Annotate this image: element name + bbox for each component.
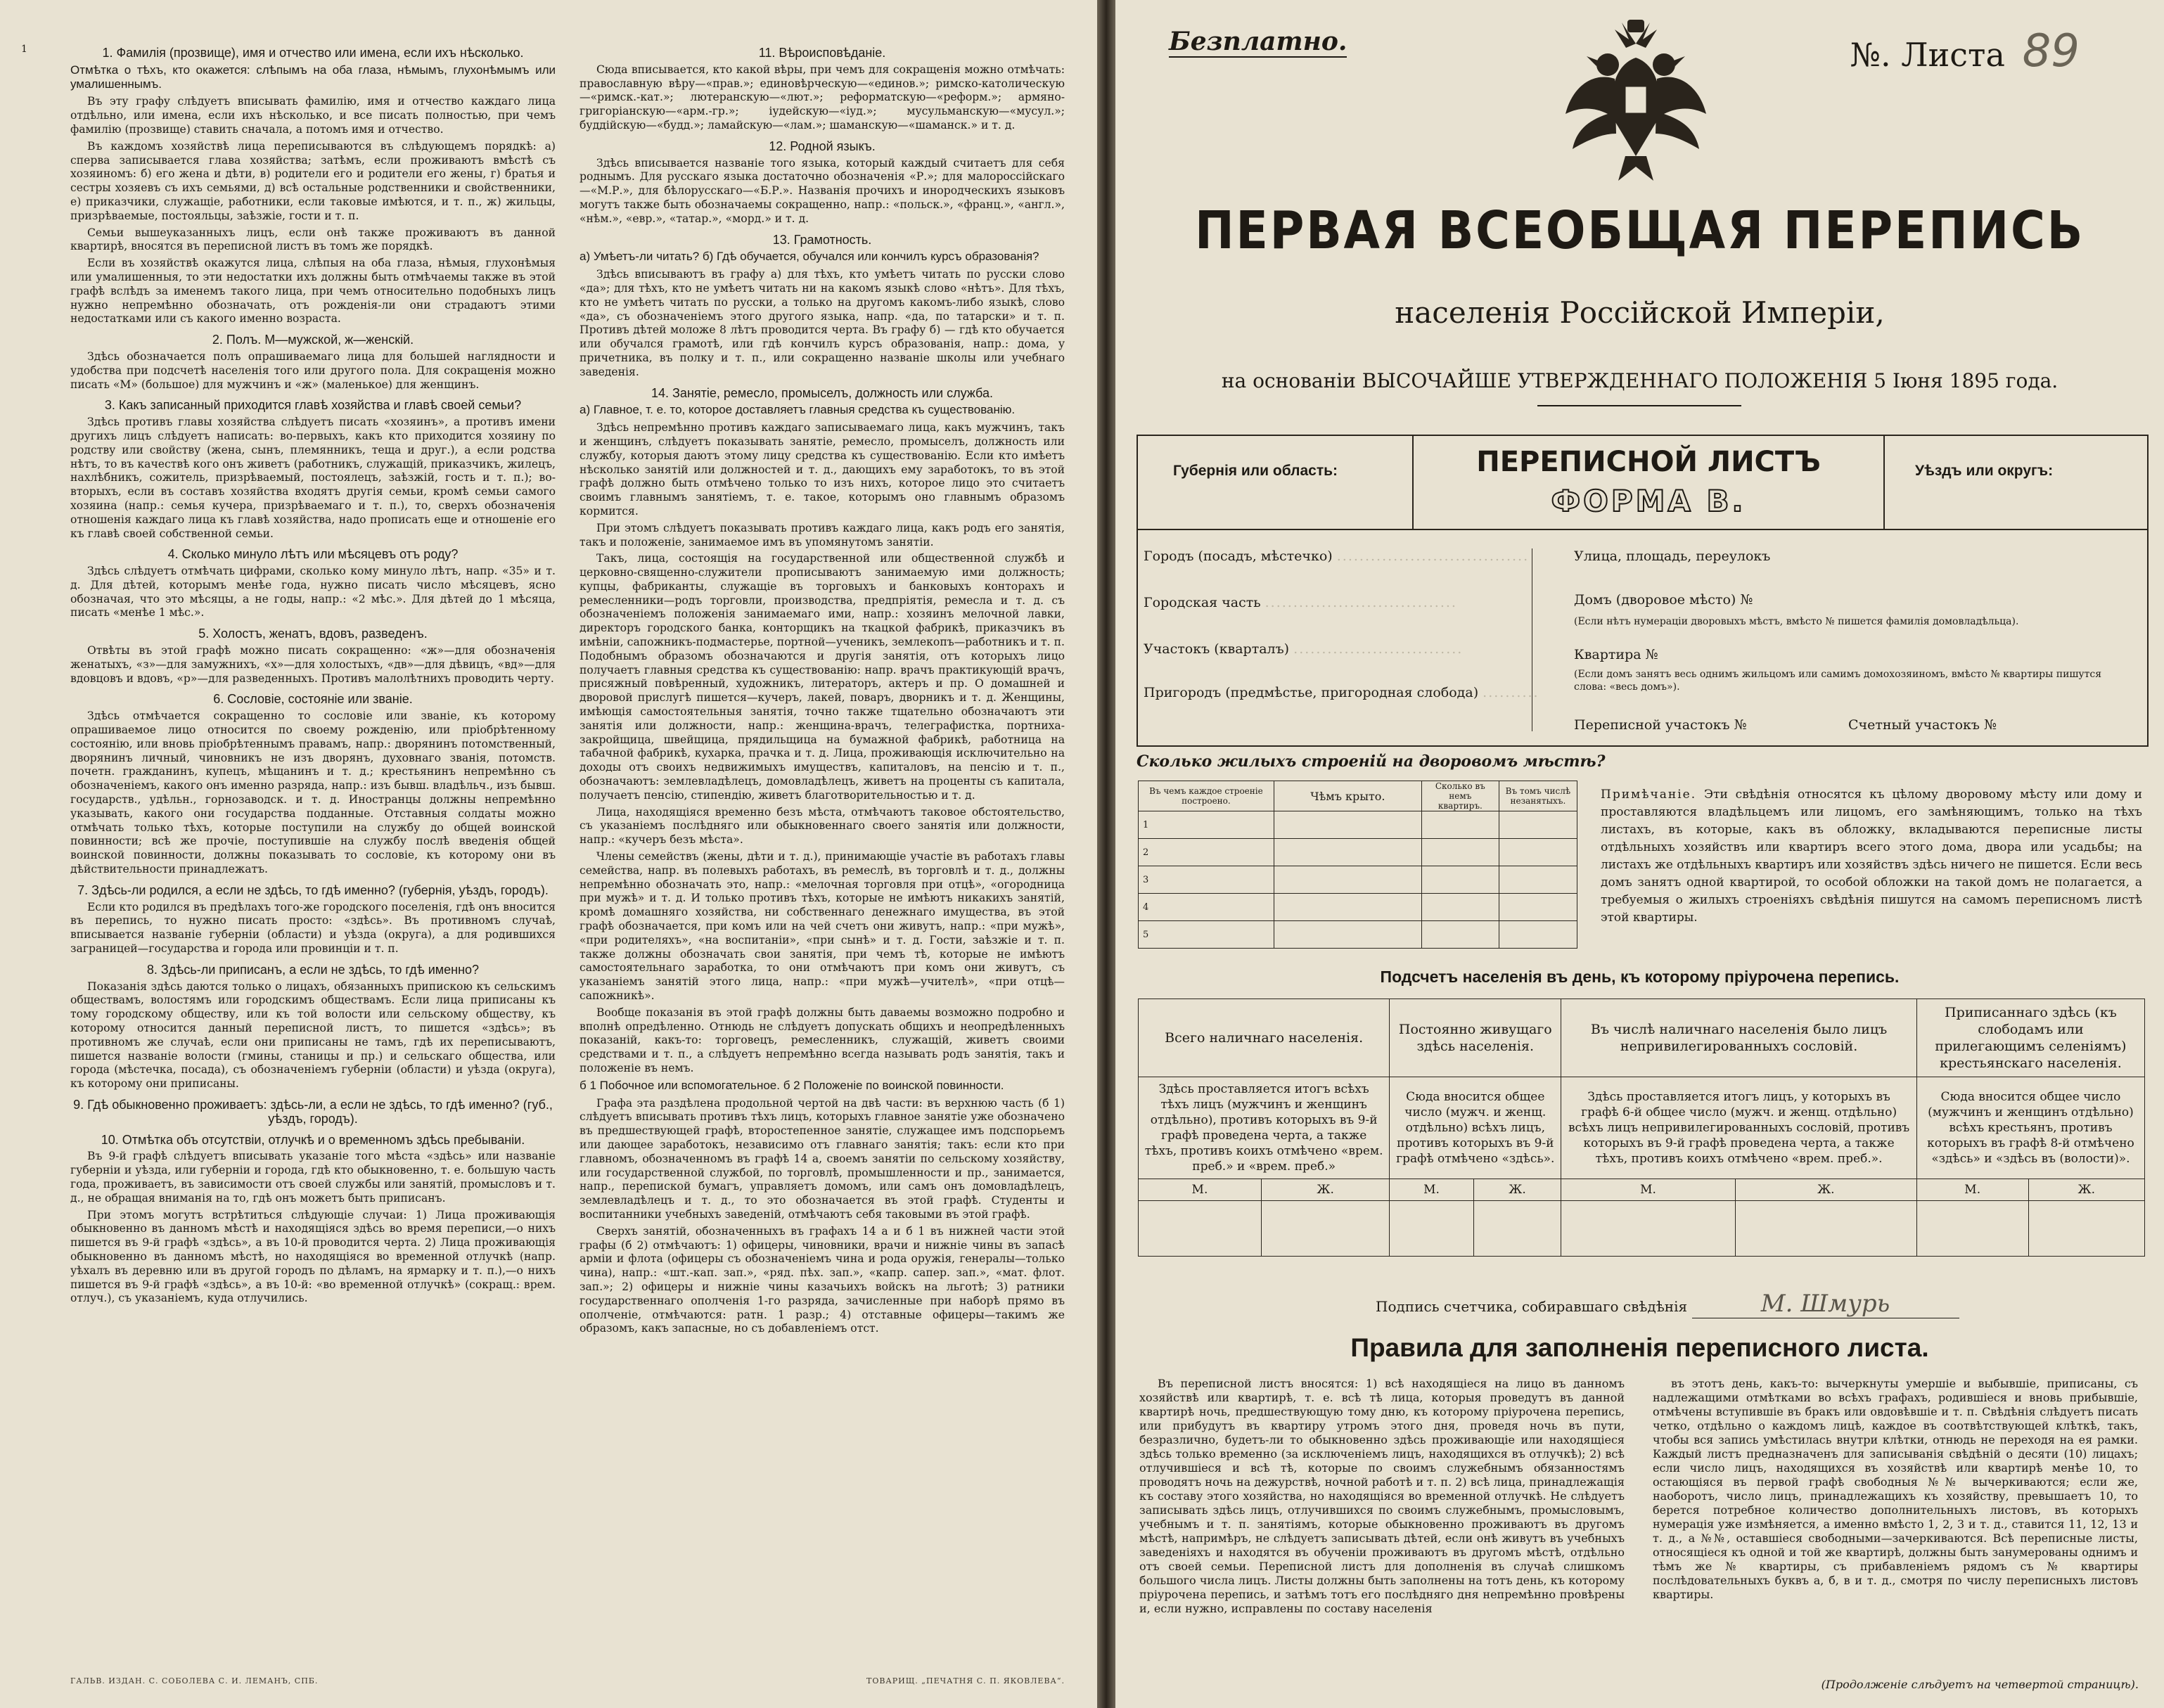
section-heading: 1. Фамилія (прозвище), имя и отчество или имена, если ихъ нѣсколько.: [102, 46, 524, 60]
section-heading: 6. Сословіе, состояніе или званіе.: [213, 692, 413, 707]
instruction-paragraph: Здѣсь вписывается названіе того языка, который каждый считаетъ для себя роднымъ. Для русскаго языка достаточно обозначенія «Р.»; для малороссійскаго—«М.Р.», для бѣлорусскаго—«Б.Р.». Названія прочихъ и инородческихъ языковъ могутъ также быть обозначаемы сокращенно, напр.: «польск.», «франц.», «англ.», «нѣм.», «евр.», «татар.», «морд.» и т. д.: [580, 156, 1065, 225]
instruction-paragraph: Здѣсь противъ главы хозяйства слѣдуетъ писать «хозяинъ», а противъ имени другихъ лицъ слѣдуетъ написать: во-первыхъ, какъ кто приходится хозяину по родству или свойству (жена, сынъ, племянникъ, теща и друг.), а если родства нѣтъ, то въ качествѣ кого онъ живетъ (работникъ, служащій, приказчикъ, жилецъ, нахлѣбникъ, сожитель, призрѣваемый, постоялецъ, заѣзжій, гость и т. п.); во-вторыхъ, если въ составъ хозяйства входятъ другія семьи, кромѣ семьи самого хозяина (напр.: семья кучера, призрѣваемаго и т. п.), то, сверхъ обозначенія отношенія каждаго лица къ главѣ хозяйства, надо прописать еще и отношеніе его къ главѣ своей собственной семьи.: [70, 416, 556, 540]
instruction-paragraph: При этомъ слѣдуетъ показывать противъ каждаго лица, какъ родъ его занятія, такъ и положеніе, занимаемое имъ въ упомянутомъ занятіи.: [580, 521, 1065, 548]
town-field: Городъ (посадъ, мѣстечко) ..................................: [1144, 548, 1530, 564]
instruction-paragraph: При этомъ могутъ встрѣтиться слѣдующіе случаи: 1) Лица проживающія обыкновенно въ данномъ мѣстѣ и находящіяся здѣсь во время переписи,—о нихъ пишется въ 9-й графѣ «здѣсь», а въ 10-й проводится черта. 2) Лица проживающія обыкновенно въ данномъ мѣстѣ, но находящіяся во временной отлучкѣ (напр. уѣхалъ въ деревню или въ другой городъ по дѣламъ, на ярмарку и т. п.),—о нихъ пишется въ 9-й графѣ «здѣсь», а въ 10-й: «во временной отлучкѣ» (сокращ.: врем. отлуч.), съ указаніемъ, куда отлучились.: [70, 1208, 556, 1305]
form-title: ПЕРЕПИСНОЙ ЛИСТЪ: [1476, 446, 1821, 478]
printer-footer: [70, 1676, 1065, 1685]
instruction-paragraph: Здѣсь вписываютъ въ графу а) для тѣхъ, кто умѣетъ читать по русски слово «да»; для тѣхъ, кто не умѣетъ читать ни на какомъ языкѣ слово «нѣтъ». Для тѣхъ, кто не умѣетъ читать по русски, а только на другомъ какомъ-либо языкѣ, слово «да», съ обозначеніемъ этого другого языка, напр. «да, по татарски» и т. п. Противъ дѣтей моложе 8 лѣтъ проводится черта. Въ графу б) — гдѣ кто обучается или обучался грамотѣ, или гдѣ кончилъ курсъ образованія, напр.: дома, у причетника, въ полку и т. п., или сокращенно названіе школы или учебнаго заведенія.: [580, 268, 1065, 378]
table-row: 2: [1139, 839, 1577, 866]
instruction-paragraph: Здѣсь отмѣчается сокращенно то сословіе или званіе, къ которому опрашиваемое лицо относится по своему рожденію, или пріобрѣтенному состоянію, или вновь пріобрѣтеннымъ правамъ, напр.: дворянинъ потомственный, дворянинъ личный, чиновникъ не изъ дворянъ, духовнаго званія, потомств. почетн. гражданинъ, купецъ, мѣщанинъ и т. д.; крестьянинъ непремѣнно съ обозначеніемъ, какого онъ именно разряда, напр.: изъ бывш. владѣльч., изъ бывш. государств., удѣльн., горнозаводск. и т. д. Иностранцы должны непремѣнно указывать, какого они государства подданные. Отставныя солдаты можно отмѣчать только тѣхъ, которые поступили на службу до общей воинской повинности; всѣ же прочіе, поступившіе на службу послѣ введенія общей воинской повинности, должны показывать то сословіе, къ которому они въ дѣйствительности принадлежатъ.: [70, 709, 556, 876]
margin-mark: 1: [21, 44, 27, 55]
city-part-field: Городская часть ..................................: [1144, 595, 1457, 610]
population-mf-row: М. Ж. М. Ж. М. Ж. М. Ж.: [1139, 1179, 2145, 1201]
note-label: Примѣчаніе.: [1601, 788, 1697, 802]
instruction-paragraph: Здѣсь обозначается полъ опрашиваемаго лица для большей наглядности и удобства при подсчетѣ населенія того или другого пола. Для сокращенія можно писать «М» (большое) для мужчинъ и «ж» (маленькое) для женщинъ.: [70, 349, 556, 391]
footer-left: ГАЛЬВ. ИЗДАН. С. СОБОЛЕВА С. И. ЛЕМАНЪ, СПБ.: [70, 1676, 319, 1685]
instruction-paragraph: Здѣсь непремѣнно противъ каждаго записываемаго лица, какъ мужчинъ, такъ и женщинъ, слѣдуетъ показывать занятіе, ремесло, промыселъ, должность или службу, которыя даютъ этому лицу средства къ существованію. Если кто имѣетъ нѣсколько занятій или должностей и т. д., дающихъ ему заработокъ, то въ этой графѣ должно быть отмѣчено только то изъ нихъ, которое лицо это считаетъ своимъ главнымъ занятіемъ, т. е. такое, которымъ оно главнымъ образомъ кормится.: [580, 421, 1065, 518]
sheet-number-handwritten: 89: [2022, 25, 2080, 77]
section-subheading: а) Главное, т. е. то, которое доставляетъ главныя средства къ существованію.: [580, 403, 1016, 417]
right-page-census-form: [1115, 0, 2164, 1708]
population-values-row: [1139, 1201, 2145, 1257]
house-field: Домъ (дворовое мѣсто) №: [1574, 592, 1753, 608]
instruction-paragraph: Вообще показанія въ этой графѣ должны быть даваемы возможно подробно и вполнѣ опредѣленно. Отнюдь не слѣдуетъ допускать общихъ и неопредѣленныхъ показаній, какъ-то: торговецъ, ремесленникъ, служащій, живетъ своими средствами и т. п., а слѣдуетъ непремѣнно всегда называть родъ занятія, такъ и положеніе въ немъ.: [580, 1006, 1065, 1074]
precinct-field: Участокъ (кварталъ) ..............................: [1144, 641, 1464, 657]
address-box: [1137, 527, 2149, 747]
form-letter: ФОРМА В.: [1551, 484, 1746, 518]
legal-basis: на основаніи ВЫСОЧАЙШЕ УТВЕРЖДЕННАГО ПОЛОЖЕНІЯ 5 Іюня 1895 года.: [1221, 369, 2059, 392]
uezd-label: Уѣздъ или округъ:: [1915, 463, 2054, 479]
rules-column-2: въ этотъ день, какъ-то: вычеркнуты умершіе и выбывшіе, приписаны, съ надлежащими отмѣтками во всѣхъ графахъ, родившіеся и вновь прибывшіе, отмѣчены вступившіе въ бракъ или овдовѣвшіе и т. п. Свѣдѣнія слѣдуетъ писать четко, отдѣльно о каждомъ лицѣ, каждое въ соотвѣтствующей клѣткѣ, такъ, чтобы вся запись умѣстилась внутри клѣтки, отнюдь не переходя на ея рамки. Каждый листъ предназначенъ для записыванія свѣдѣній о десяти (10) лицахъ; если число лицъ, находящихся въ хозяйствѣ или квартирѣ менѣе 10, то остающіяся въ первой графѣ свободныя №№ вычеркиваются; если же, наоборотъ, число лицъ, принадлежащихъ къ хозяйству, превышаетъ 10, то берется потребное количество дополнительныхъ листовъ, въ которыхъ нумерація уже измѣняется, а именно вмѣсто 1, 2, 3 и т. д., ставится 11, 12, 13 и т. д., а №№, оставшіеся свободными—зачеркиваются. Всѣ переписные листы, относящіеся къ одной и той же квартирѣ, должны быть занумерованы однимъ и тѣмъ же № квартиры, съ прибавленіемъ рядомъ съ № квартиры послѣдовательныхъ буквъ а, б, в и т. д., смотря по числу переписныхъ листовъ квартиры.: [1653, 1377, 2138, 1601]
structures-table: [1138, 781, 1577, 949]
census-district-field: Переписной участокъ №: [1574, 717, 1747, 733]
instruction-paragraph: Члены семействъ (жены, дѣти и т. д.), принимающіе участіе въ работахъ главы семейства, напр. въ полевыхъ работахъ, въ ремеслѣ, въ торговлѣ и т. д., должны непремѣнно обозначать это, напр.: «мелочная торговля при отцѣ», «огородница при мужѣ» и т. д. И только противъ тѣхъ, которые не имѣютъ никакихъ занятій, кромѣ домашняго хозяйства, ни собственнаго денежнаго имущества, въ этой графѣ обозначается, при комъ или на чей счетъ они живутъ, напр.: «при мужѣ», «при родителяхъ», «на воспитаніи», «при сынѣ» и т. д. Гости, заѣзжіе и т. п. также должны обозначать свои занятія, при чемъ тѣ, которые не имѣютъ самостоятельнаго заработка, то они отмѣчаютъ при комъ они живутъ, съ указаніемъ занятій этого лица, напр.: «при мужѣ—учителѣ», «при отцѣ—сапожникѣ».: [580, 850, 1065, 1002]
instructions-column-2: [580, 39, 1065, 1657]
structures-table-header: Въ чемъ каждое строеніе построено. Чѣмъ крыто. Сколько въ немъ квартиръ. Въ томъ числѣ незанятыхъ.: [1139, 781, 1577, 811]
street-field: Улица, площадь, переулокъ: [1574, 548, 1771, 564]
section-heading: 10. Отмѣтка объ отсутствіи, отлучкѣ и о временномъ здѣсь пребываніи.: [101, 1132, 525, 1147]
structures-question: Сколько жилыхъ строеній на дворовомъ мѣстѣ?: [1137, 752, 1606, 771]
instruction-paragraph: Отвѣты въ этой графѣ можно писать сокращенно: «ж»—для обозначенія женатыхъ, «з»—для замужнихъ, «х»—для холостыхъ, «дв»—для дѣвицъ, «вд»—для вдовцовъ и вдовъ, «р»—для разведенныхъ. Противъ малолѣтнихъ проводить черту.: [70, 644, 556, 685]
header-divider-right: [1883, 436, 1885, 529]
section-heading: 8. Здѣсь-ли приписанъ, а если не здѣсь, то гдѣ именно?: [146, 962, 480, 977]
double-headed-eagle-emblem: [1558, 15, 1713, 184]
house-note: (Если нѣтъ нумераціи дворовыхъ мѣстъ, вмѣсто № пишется фамилія домовладѣльца).: [1574, 616, 2019, 627]
population-count-title: Подсчетъ населенія въ день, къ которому пріурочена перепись.: [1380, 968, 1900, 986]
population-explanation-row: Здѣсь проставляется итогъ всѣхъ тѣхъ лицъ (мужчинъ и женщинъ отдѣльно), противъ которыхъ въ 9-й графѣ проведена черта, а также тѣхъ, противъ коихъ отмѣчено «врем. преб.» и «врем. преб.» Сюда вносится общее число (мужч. и женщ. отдѣльно) всѣхъ лицъ, противъ которыхъ въ 9-й графѣ отмѣчено «здѣсь». Здѣсь проставляется итогъ лицъ, у которыхъ въ графѣ 6-й общее число (мужч. и женщ. отдѣльно) всѣхъ лицъ непривилегированныхъ сословій, противъ которыхъ въ 9-й графѣ проведена черта, а также тѣхъ, противъ коихъ отмѣчено «врем. преб.». Сюда вносится общее число (мужчинъ и женщинъ отдѣльно) всѣхъ крестьянъ, противъ которыхъ въ графѣ 8-й отмѣчено «здѣсь» и «здѣсь въ (волости)».: [1139, 1077, 2145, 1179]
form-header-box: [1137, 435, 2149, 530]
apartment-note: (Если домъ занятъ весь однимъ жильцомъ или самимъ домохозяиномъ, вмѣсто № квартиры пишутся слова: «весь домъ»).: [1574, 669, 2102, 693]
instruction-paragraph: Графа эта раздѣлена продольной чертой на двѣ части: въ верхнюю часть (б 1) слѣдуетъ вписывать противъ тѣхъ лицъ, которыхъ главное занятіе уже обозначено въ предшествующей графѣ, второстепенное занятіе, служащее имъ подспорьемъ или дающее заработокъ, независимо отъ главнаго занятія; такъ: если кто при главномъ, обозначенномъ въ графѣ 14 а, своемъ занятіи по сельскому хозяйству, или государственной службой, по торговлѣ, промышленности и пр., занимается, напр., перепиской бумагъ, управляетъ домомъ, или самъ онъ домовладѣлецъ, землевладѣлецъ и т. д., то это обозначается въ этой графѣ. Студенты и воспитанники учебныхъ заведеній, отмѣчаютъ себя таковыми въ этой графѣ.: [580, 1096, 1065, 1221]
rules-title: Правила для заполненія переписного листа.: [1350, 1333, 1929, 1362]
census-title: ПЕРВАЯ ВСЕОБЩАЯ ПЕРЕПИСЬ: [1194, 200, 2085, 261]
instruction-paragraph: Такъ, лица, состоящія на государственной или общественной службѣ и церковно-священно-служители прописываютъ занимаемую ими должность; купцы, фабриканты, служащіе въ торговыхъ и банковыхъ конторахъ и ремесленники—родъ торговли, производства, предпріятія, ремесла и т. д. съ обозначеніемъ положенія занимаемаго ими, напр.: хозяинъ мелочной лавки, директоръ городского банка, конторщикъ на ткацкой фабрикѣ, приказчикъ въ имѣніи, сапожникъ-подмастерье, портной—ученикъ, землекопъ—работникъ и т. п. Подобнымъ образомъ обозначаются и другія занятія, отъ которыхъ лицо получаетъ главныя средства къ существованію: напр. врачъ практикующій врачъ, присяжный повѣренный, художникъ, литераторъ, актеръ и пр. О домашней и дворовой прислугѣ пишется—кучеръ, лакей, поваръ, дворникъ и т. д. Женщины, имѣющія самостоятельныя занятія, точно также тщательно обозначаютъ эти занятія или должности, напр.: женщина-врачъ, телеграфистка, портниха-закройщица, швейщица, прядильщица на бумажной фабрикѣ, работница на табачной фабрикѣ, кухарка, прачка и т. д. Лица, проживающія исключительно на доходы отъ своихъ недвижимыхъ имуществъ, капиталовъ, на пенсію и т. п., обозначаютъ: землевладѣлецъ, домовладѣлецъ, живетъ на проценты съ капитала, получаетъ пенсію, стипендію, живетъ благотворительностью и т. д.: [580, 552, 1065, 802]
instruction-paragraph: Сюда вписывается, кто какой вѣры, при чемъ для сокращенія можно отмѣчать: православную вѣру—«прав.»; единовѣрческую—«единов.»; римско-католическую—«римск.-кат.»; лютеранскую—«лют.»; реформатскую—«реформ.»; армяно-григоріанскую—«арм.-гр.»; іудейскую—«іуд.»; мусульманскую—«мусул.»; буддійскую—«будд.»; ламайскую—«лам.»; шаманскую—«шаманск.» и т. д.: [580, 63, 1065, 131]
suburb-field: Пригородъ (предмѣстье, пригородная слобода) ..........: [1144, 685, 1539, 700]
instructions-column-1: [70, 39, 556, 1657]
population-count-table: [1138, 999, 2145, 1257]
gubernia-label: Губернія или область:: [1173, 463, 1338, 479]
section-heading: 2. Полъ. М—мужской, ж—женскій.: [212, 333, 414, 347]
signature-line: [1376, 1290, 1959, 1318]
population-header-row: Всего наличнаго населенія. Постоянно живущаго здѣсь населенія. Въ числѣ наличнаго населенія было лицъ непривилегированныхъ сословій. Приписаннаго здѣсь (къ слободамъ или прилегающимъ селеніямъ) крестьянскаго населенія.: [1139, 999, 2145, 1077]
continued-note: (Продолженіе слѣдуетъ на четвертой страницѣ).: [1821, 1678, 2139, 1691]
instruction-paragraph: Лица, находящіяся временно безъ мѣста, отмѣчаютъ таковое обстоятельство, съ указаніемъ послѣдняго или обыкновеннаго своего занятія или должности, напр.: «кучеръ безъ мѣста».: [580, 805, 1065, 847]
apartment-field: Квартира №: [1574, 647, 1658, 662]
section-heading: 4. Сколько минуло лѣтъ или мѣсяцевъ отъ роду?: [167, 547, 459, 562]
section-heading: 5. Холостъ, женатъ, вдовъ, разведенъ.: [198, 627, 428, 641]
section-subheading: Отмѣтка о тѣхъ, кто окажется: слѣпымъ на оба глаза, нѣмымъ, глухонѣмымъ или умалишеннымъ.: [70, 63, 556, 91]
instruction-paragraph: Сверхъ занятій, обозначенныхъ въ графахъ 14 а и б 1 въ нижней части этой графы (б 2) отмѣчаютъ: 1) офицеры, чиновники, врачи и нижніе чины въ запасѣ арміи и флота (офицеры съ обозначеніемъ чина и рода оружія, генералы—только чина), напр.: «шт.-кап. зап.», «ряд. пѣх. зап.», «капр. сапер. зап.», «мат. флот. зап.»; 2) офицеры и нижніе чины казачьихъ войскъ на льготѣ; 3) ратники государственнаго ополченія 1-го разряда, зачисленные при наборѣ прямо въ ополченіе, отмѣчаются: ратн. 1 разр.; 4) отставные офицеры—такимъ же образомъ, какъ запасные, но съ добавленіемъ отст.: [580, 1224, 1065, 1335]
note-text: Эти свѣдѣнія относятся къ цѣлому дворовому мѣсту или дому и проставляются владѣльцемъ или лицомъ, его замѣняющимъ, только на тѣхъ листахъ, въ которые, какъ въ обложку, вкладываются переписные листы отдѣльныхъ хозяйствъ или квартиръ всего этого дома, двора или усадьбы; на листахъ же отдѣльныхъ квартиръ или хозяйствъ здѣсь ничего не пишется. Если весь домъ занятъ одной квартирой, то особой обложки на такой домъ не полагается, а требуемыя о жилыхъ строеніяхъ свѣдѣнія пишутся на самомъ переписномъ листѣ этой квартиры.: [1601, 788, 2142, 925]
section-heading: 3. Какъ записанный приходится главѣ хозяйства и главѣ своей семьи?: [104, 398, 522, 413]
title-rule: [1537, 405, 1741, 406]
enumerator-signature: М. Шмурь: [1692, 1290, 1959, 1318]
section-heading: 7. Здѣсь-ли родился, а если не здѣсь, то гдѣ именно? (губернія, уѣздъ, городъ).: [77, 882, 549, 897]
instruction-paragraph: Въ эту графу слѣдуетъ вписывать фамилію, имя и отчество каждаго лица отдѣльно, или имена, если ихъ нѣсколько, и все писать полностью, при чемъ фамилію (прозвище) ставить сначала, а потомъ имя и отчество.: [70, 95, 556, 136]
free-of-charge-label: Безплатно.: [1169, 27, 1347, 56]
section-heading: 12. Родной языкъ.: [769, 139, 876, 153]
book-spine: [1097, 0, 1115, 1708]
instruction-paragraph: Если въ хозяйствѣ окажутся лица, слѣпыя на оба глаза, нѣмыя, глухонѣмыя или умалишенныя, то эти недостатки ихъ должны быть отмѣчаемы также въ этой графѣ вслѣдъ за именемъ такого лица, при чемъ относительно подобныхъ лицъ нужно непремѣнно обозначать, отъ рожденія-ли они страдаютъ этими недостатками или съ какого именно возраста.: [70, 257, 556, 326]
rules-text: [1139, 1377, 2138, 1672]
instruction-paragraph: Въ каждомъ хозяйствѣ лица переписываются въ слѣдующемъ порядкѣ: а) сперва записывается глава хозяйства; затѣмъ, если проживаютъ вмѣстѣ съ хозяиномъ: б) его жена и дѣти, в) родители его и родители его жены, г) братья и сестры хозяевъ съ ихъ семьями, д) всѣ остальные родственники и свойственники, е) приказчики, служащіе, работники, если таковые имѣются, и т. п., ж) жильцы, призрѣваемые, постояльцы, заѣзжіе, гости и т. п.: [70, 139, 556, 222]
table-row: 1: [1139, 811, 1577, 839]
section-heading: 11. Вѣроисповѣданіе.: [758, 46, 886, 60]
section-subheading: а) Умѣетъ-ли читать? б) Гдѣ обучается, обучался или кончилъ курсъ образованія?: [580, 250, 1039, 264]
instruction-paragraph: Семьи вышеуказанныхъ лицъ, если онѣ также проживаютъ въ данной квартирѣ, вносятся въ переписной листъ въ томъ же порядкѣ.: [70, 226, 556, 253]
table-row: 4: [1139, 894, 1577, 921]
structures-note: [1601, 786, 2142, 927]
instruction-paragraph: Въ 9-й графѣ слѣдуетъ вписывать указаніе того мѣста «здѣсь» или названіе губерніи и уѣзда, или губерніи и города, гдѣ кто обыкновенно, т. е. большую часть года, проживаетъ, въ зависимости отъ своей службы или занятій, промысловъ и т. д., не обращая вниманія на то, гдѣ онъ можетъ быть приписанъ.: [70, 1150, 556, 1205]
section-heading: 14. Занятіе, ремесло, промыселъ, должность или служба.: [651, 385, 993, 400]
section-heading: 9. Гдѣ обыкновенно проживаетъ: здѣсь-ли, а если не здѣсь, то гдѣ именно? (губ., уѣздъ, городъ).: [73, 1097, 553, 1126]
rules-column-1: Въ переписной листъ вносятся: 1) всѣ находящіеся на лицо въ данномъ хозяйствѣ или квартирѣ, т. е. всѣ тѣ лица, которыя проведутъ въ данной квартирѣ ночь, предшествующую тому дню, къ которому пріурочена перепись, или прибудутъ въ квартиру утромъ этого дня, проведя ночь въ пути, безразлично, будетъ-ли то обыкновенно здѣсь проживающіе или находящіеся здѣсь только временно (за исключеніемъ лицъ, находящихся въ отлучкѣ); 2) всѣ отлучившіеся и всѣ тѣ, которые по своимъ служебнымъ обязанностямъ проводятъ ночь на дежурствѣ, ночной работѣ и т. п. 2) всѣ лица, принадлежащія къ составу этого хозяйства, но находящіяся во временной отлучкѣ. Не слѣдуетъ записывать здѣсь лицъ, отлучившихся по своимъ служебнымъ, промысловымъ, учебнымъ и т. п. занятіямъ, которые обыкновенно проживаютъ въ другомъ мѣстѣ, напримѣръ, не слѣдуетъ записывать дѣтей, если онѣ живутъ въ учебныхъ заведеніяхъ и находятся въ обученіи проживаютъ въ другомъ мѣстѣ, отдѣльно отъ своей семьи. Переписной листъ для дополненія въ случаѣ слишкомъ большого числа лицъ. Листы должны быть заполнены на тотъ день, къ которому пріурочена перепись, и затѣмъ тотъ его послѣдняго дня непремѣнно провѣрены и, если нужно, исправлены по составу населенія: [1139, 1377, 1625, 1615]
sheet-number: [1850, 25, 2080, 77]
signature-label: Подпись счетчика, собиравшаго свѣдѣнія: [1376, 1298, 1688, 1315]
instruction-paragraph: Здѣсь слѣдуетъ отмѣчать цифрами, сколько кому минуло лѣтъ, напр. «35» и т. д. Для дѣтей, которымъ менѣе года, нужно писать число мѣсяцевъ, ясно обозначая, что это мѣсяцы, а не годы, напр.: «2 мѣс.». Для дѣтей до 1 мѣсяца, писать «менѣе 1 мѣс.».: [70, 565, 556, 619]
counting-district-field: Счетный участокъ №: [1848, 717, 1997, 733]
section-heading: 13. Грамотность.: [772, 232, 872, 247]
section-subheading: б 1 Побочное или вспомогательное. б 2 Положеніе по воинской повинности.: [580, 1078, 1004, 1092]
sheet-number-label: №. Листа: [1850, 36, 2005, 74]
instruction-paragraph: Показанія здѣсь даются только о лицахъ, обязанныхъ припискою къ сельскимъ обществамъ, волостямъ или городскимъ обществамъ. Если лица приписаны къ тому городскому обществу, или къ той волости или сельскому обществу, къ которому относится данный переписной листъ, то пишется «здѣсь»; въ противномъ же случаѣ, если они приписаны не тамъ, гдѣ их переписываютъ, пишется названіе волости (гмины, станицы и пр.) и сельскаго общества, или города (мѣстечка, посада), съ обозначеніемъ губерніи (области) и уѣзда (округа), къ которому они приписаны.: [70, 980, 556, 1091]
census-subtitle: населенія Россійской Имперіи,: [1395, 295, 1885, 330]
footer-right: ТОВАРИЩ. „ПЕЧАТНЯ С. П. ЯКОВЛЕВА“.: [866, 1676, 1065, 1685]
table-row: 5: [1139, 921, 1577, 949]
table-row: 3: [1139, 866, 1577, 894]
instruction-paragraph: Если кто родился въ предѣлахъ того-же городского поселенія, гдѣ онъ вносится въ перепись, то нужно писать просто: «здѣсь». Въ противномъ случаѣ, вписывается названіе губерніи (области) и уѣзда (округа), а для родившихся заграницей—государства и города или провинціи и т. п.: [70, 900, 556, 956]
